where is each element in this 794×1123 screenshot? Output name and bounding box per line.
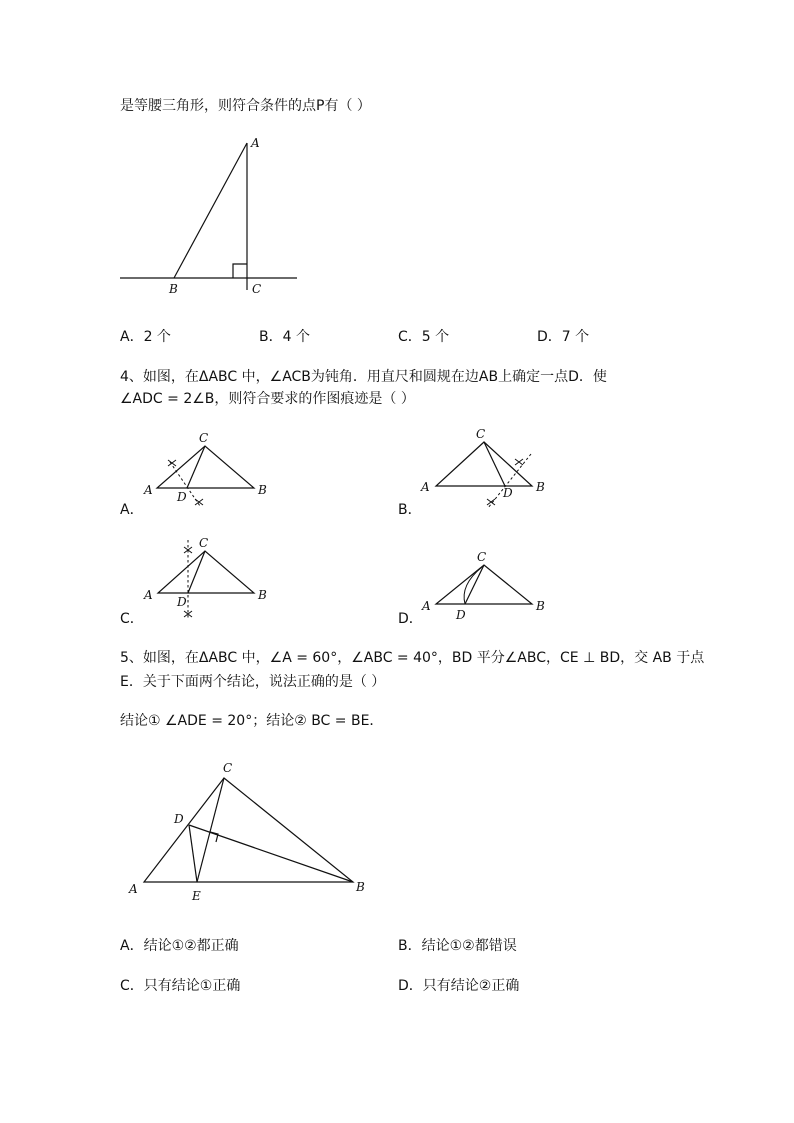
q4b-label-b: B [536, 480, 545, 494]
q4c-label-d: D [177, 595, 187, 609]
q5-stem-line1: 5、如图，在ΔABC 中，∠A = 60°，∠ABC = 40°，BD 平分∠ABC，CE ⊥ BD，交 AB 于点 [120, 650, 705, 666]
q4a-label-a: A [144, 483, 153, 497]
q4-option-b[interactable]: B． [398, 502, 422, 518]
q5-stem-line2: E．关于下面两个结论，说法正确的是（ ） [120, 674, 386, 690]
q4d-label-b: B [536, 599, 545, 613]
q4-stem-line1: 4、如图，在ΔABC 中，∠ACB为钝角．用直尺和圆规在边AB上确定一点D．使 [120, 369, 607, 385]
q3-label-b: B [169, 282, 178, 296]
q4c-label-a: A [144, 588, 153, 602]
q3-option-b[interactable]: B．4 个 [259, 329, 310, 345]
q3-label-c: C [252, 282, 262, 296]
q4-option-c[interactable]: C． [120, 611, 144, 627]
q4c-label-b: B [258, 588, 267, 602]
q5-option-b[interactable]: B．结论①②都错误 [398, 938, 517, 954]
q5-label-c: C [223, 761, 233, 775]
q4a-label-b: B [258, 483, 267, 497]
q5-option-a[interactable]: A．结论①②都正确 [120, 938, 239, 954]
q4b-label-c: C [476, 427, 486, 441]
q4a-label-d: D [177, 490, 187, 504]
q3-stem: 是等腰三角形，则符合条件的点P有（ ） [120, 98, 371, 114]
q5-label-b: B [356, 880, 365, 894]
q4-option-d[interactable]: D． [398, 611, 423, 627]
q4d-label-a: A [422, 599, 431, 613]
q3-option-a[interactable]: A．2 个 [120, 329, 171, 345]
q4b-label-a: A [421, 480, 430, 494]
q5-option-d[interactable]: D．只有结论②正确 [398, 978, 520, 994]
q3-label-a: A [251, 136, 260, 150]
q4a-label-c: C [199, 431, 209, 445]
q4-stem-line2: ∠ADC = 2∠B，则符合要求的作图痕迹是（ ） [120, 391, 415, 407]
q5-option-c[interactable]: C．只有结论①正确 [120, 978, 241, 994]
q4d-label-d: D [456, 608, 466, 622]
q3-option-c[interactable]: C．5 个 [398, 329, 450, 345]
q5-conclusions: 结论① ∠ADE = 20°；结论② BC = BE． [120, 713, 384, 729]
q4-option-a[interactable]: A． [120, 502, 144, 518]
q5-label-d: D [174, 812, 184, 826]
q4b-label-d: D [503, 486, 513, 500]
q4c-label-c: C [199, 536, 209, 550]
q5-label-a: A [129, 882, 138, 896]
q5-label-e: E [192, 889, 201, 903]
q4d-label-c: C [477, 550, 487, 564]
q3-option-d[interactable]: D．7 个 [537, 329, 590, 345]
